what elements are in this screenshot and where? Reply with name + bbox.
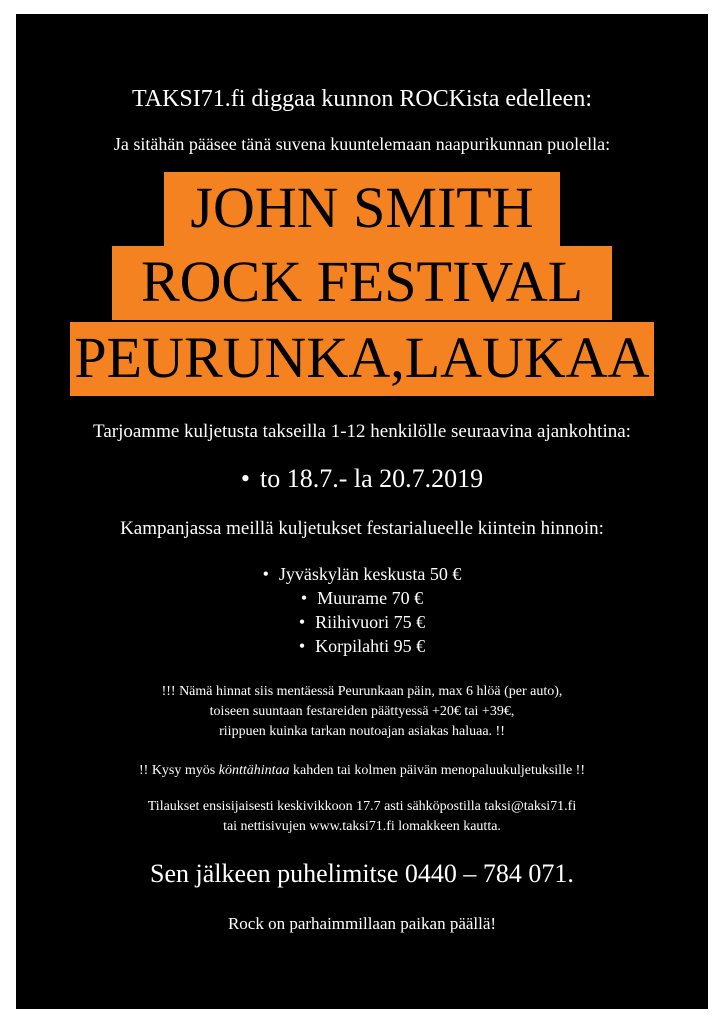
price-item-text: Muurame 70 €	[317, 588, 424, 608]
price-item-text: Riihivuori 75 €	[315, 612, 426, 632]
bullet-icon: •	[240, 464, 250, 493]
date-range: to 18.7.- la 20.7.2019	[259, 464, 484, 493]
headline-row-2	[16, 246, 708, 320]
intro-line-2: Ja sitähän pääsee tänä suvena kuuntelemaan naapurikunnan puolella:	[113, 134, 611, 154]
headline-title-2: ROCK FESTIVAL	[112, 246, 612, 320]
lump-sum-note-end: kahden tai kolmen päivän menopaluukuljetuksille !!	[289, 763, 585, 778]
lump-sum-note-start: !! Kysy myös	[139, 763, 219, 778]
bullet-icon: •	[298, 636, 306, 656]
price-note	[16, 682, 708, 742]
price-note-line: riippuen kuinka tarkan noutoajan asiakas haluaa. !!	[219, 724, 505, 739]
intro-line-1: TAKSI71.fi diggaa kunnon ROCKista edelleen:	[132, 86, 592, 112]
price-item	[16, 562, 708, 586]
price-item	[16, 634, 708, 658]
poster	[16, 14, 708, 1009]
headline-row-1	[16, 172, 708, 246]
phone-line: Sen jälkeen puhelimitse 0440 – 784 071.	[150, 859, 574, 888]
date-list-item	[16, 464, 708, 494]
campaign-text: Kampanjassa meillä kuljetukset festarialueelle kiintein hinnoin:	[120, 518, 604, 539]
lump-sum-note-emphasis: könttähintaa	[218, 763, 290, 778]
closing-line: Rock on parhaimmillaan paikan päällä!	[227, 914, 497, 933]
lump-sum-note	[16, 761, 708, 781]
headline-row-3	[16, 322, 708, 396]
bullet-icon: •	[300, 588, 308, 608]
price-note-line: !!! Nämä hinnat siis mentäessä Peurunkaan päin, max 6 hlöä (per auto),	[161, 684, 563, 699]
booking-note	[16, 797, 708, 837]
price-item-text: Jyväskylän keskusta 50 €	[278, 564, 462, 584]
price-item	[16, 586, 708, 610]
price-item	[16, 610, 708, 634]
headline-title-1: JOHN SMITH	[164, 172, 560, 246]
headline-title-3: PEURUNKA,LAUKAA	[70, 322, 654, 396]
price-item-text: Korpilahti 95 €	[315, 636, 426, 656]
offer-text: Tarjoamme kuljetusta takseilla 1-12 henkilölle seuraavina ajankohtina:	[93, 421, 631, 442]
price-list	[16, 562, 708, 658]
booking-note-line: tai nettisivujen www.taksi71.fi lomakkeen kautta.	[223, 819, 501, 834]
bullet-icon: •	[262, 564, 269, 584]
price-note-line: toiseen suuntaan festareiden päättyessä +20€ tai +39€,	[209, 704, 515, 719]
booking-note-line: Tilaukset ensisijaisesti keskivikkoon 17.7 asti sähköpostilla taksi@taksi71.fi	[147, 799, 577, 814]
bullet-icon: •	[298, 612, 306, 632]
